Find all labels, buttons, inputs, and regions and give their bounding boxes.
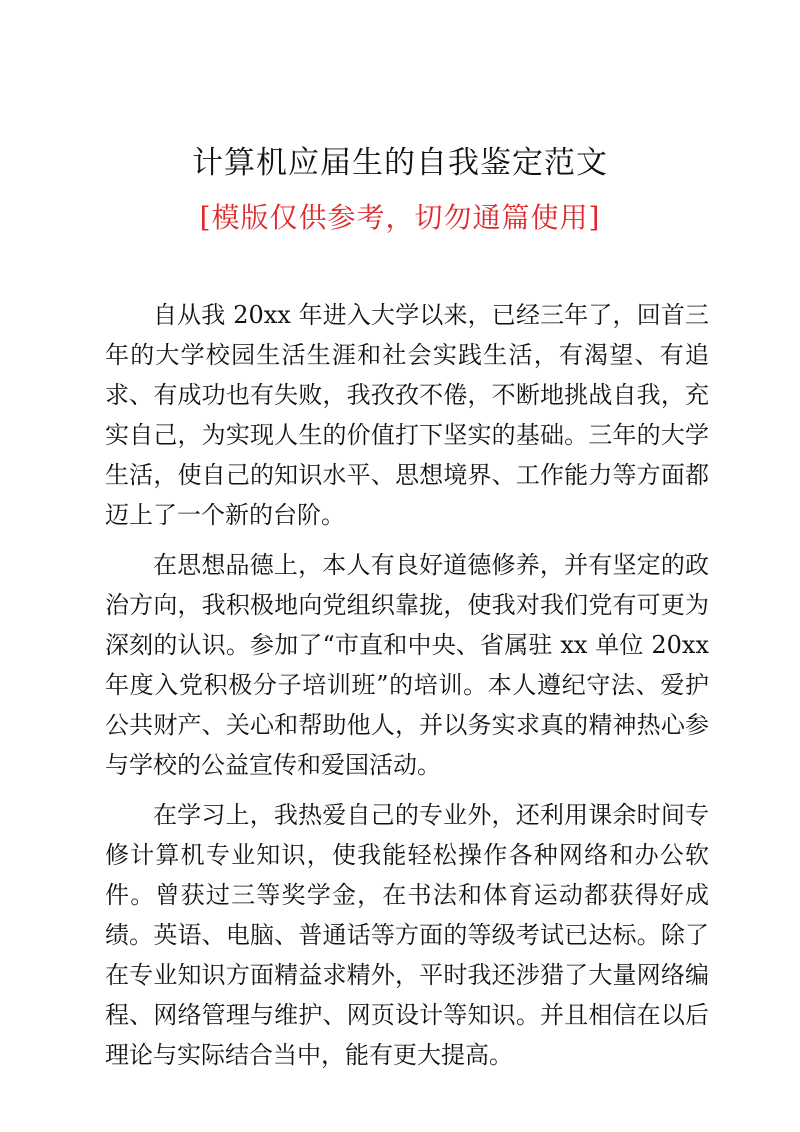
paragraph-intro: 自从我 20xx 年进入大学以来，已经三年了，回首三年的大学校园生活生涯和社会实践生活，有渴望、有追求、有成功也有失败，我孜孜不倦，不断地挑战自我，充实自己，为实现人生的价值打下坚实的基础。三年的大学生活，使自己的知识水平、思想境界、工作能力等方面都迈上了一个新的台阶。 [105,301,709,529]
template-notice: [模版仅供参考，切勿通篇使用] [199,201,601,234]
paragraph-ideology: 在思想品德上，本人有良好道德修养，并有坚定的政治方向，我积极地向党组织靠拢，使我对我们党有可更为深刻的认识。参加了“市直和中央、省属驻 xx 单位 20xx 年度入党积极分子培训班”的培训。本人遵纪守法、爱护公共财产、关心和帮助他人，并以务实求真的精神热心参与学校的公益宣传和爱国活动。 [105,551,709,779]
document-title: 计算机应届生的自我鉴定范文 [192,145,608,181]
document-body [105,295,709,1085]
paragraph-study: 在学习上，我热爱自己的专业外，还利用课余时间专修计算机专业知识，使我能轻松操作各种网络和办公软件。曾获过三等奖学金，在书法和体育运动都获得好成绩。英语、电脑、普通话等方面的等级考试已达标。除了在专业知识方面精益求精外，平时我还涉猎了大量网络编程、网络管理与维护、网页设计等知识。并且相信在以后理论与实际结合当中，能有更大提高。 [105,801,709,1069]
